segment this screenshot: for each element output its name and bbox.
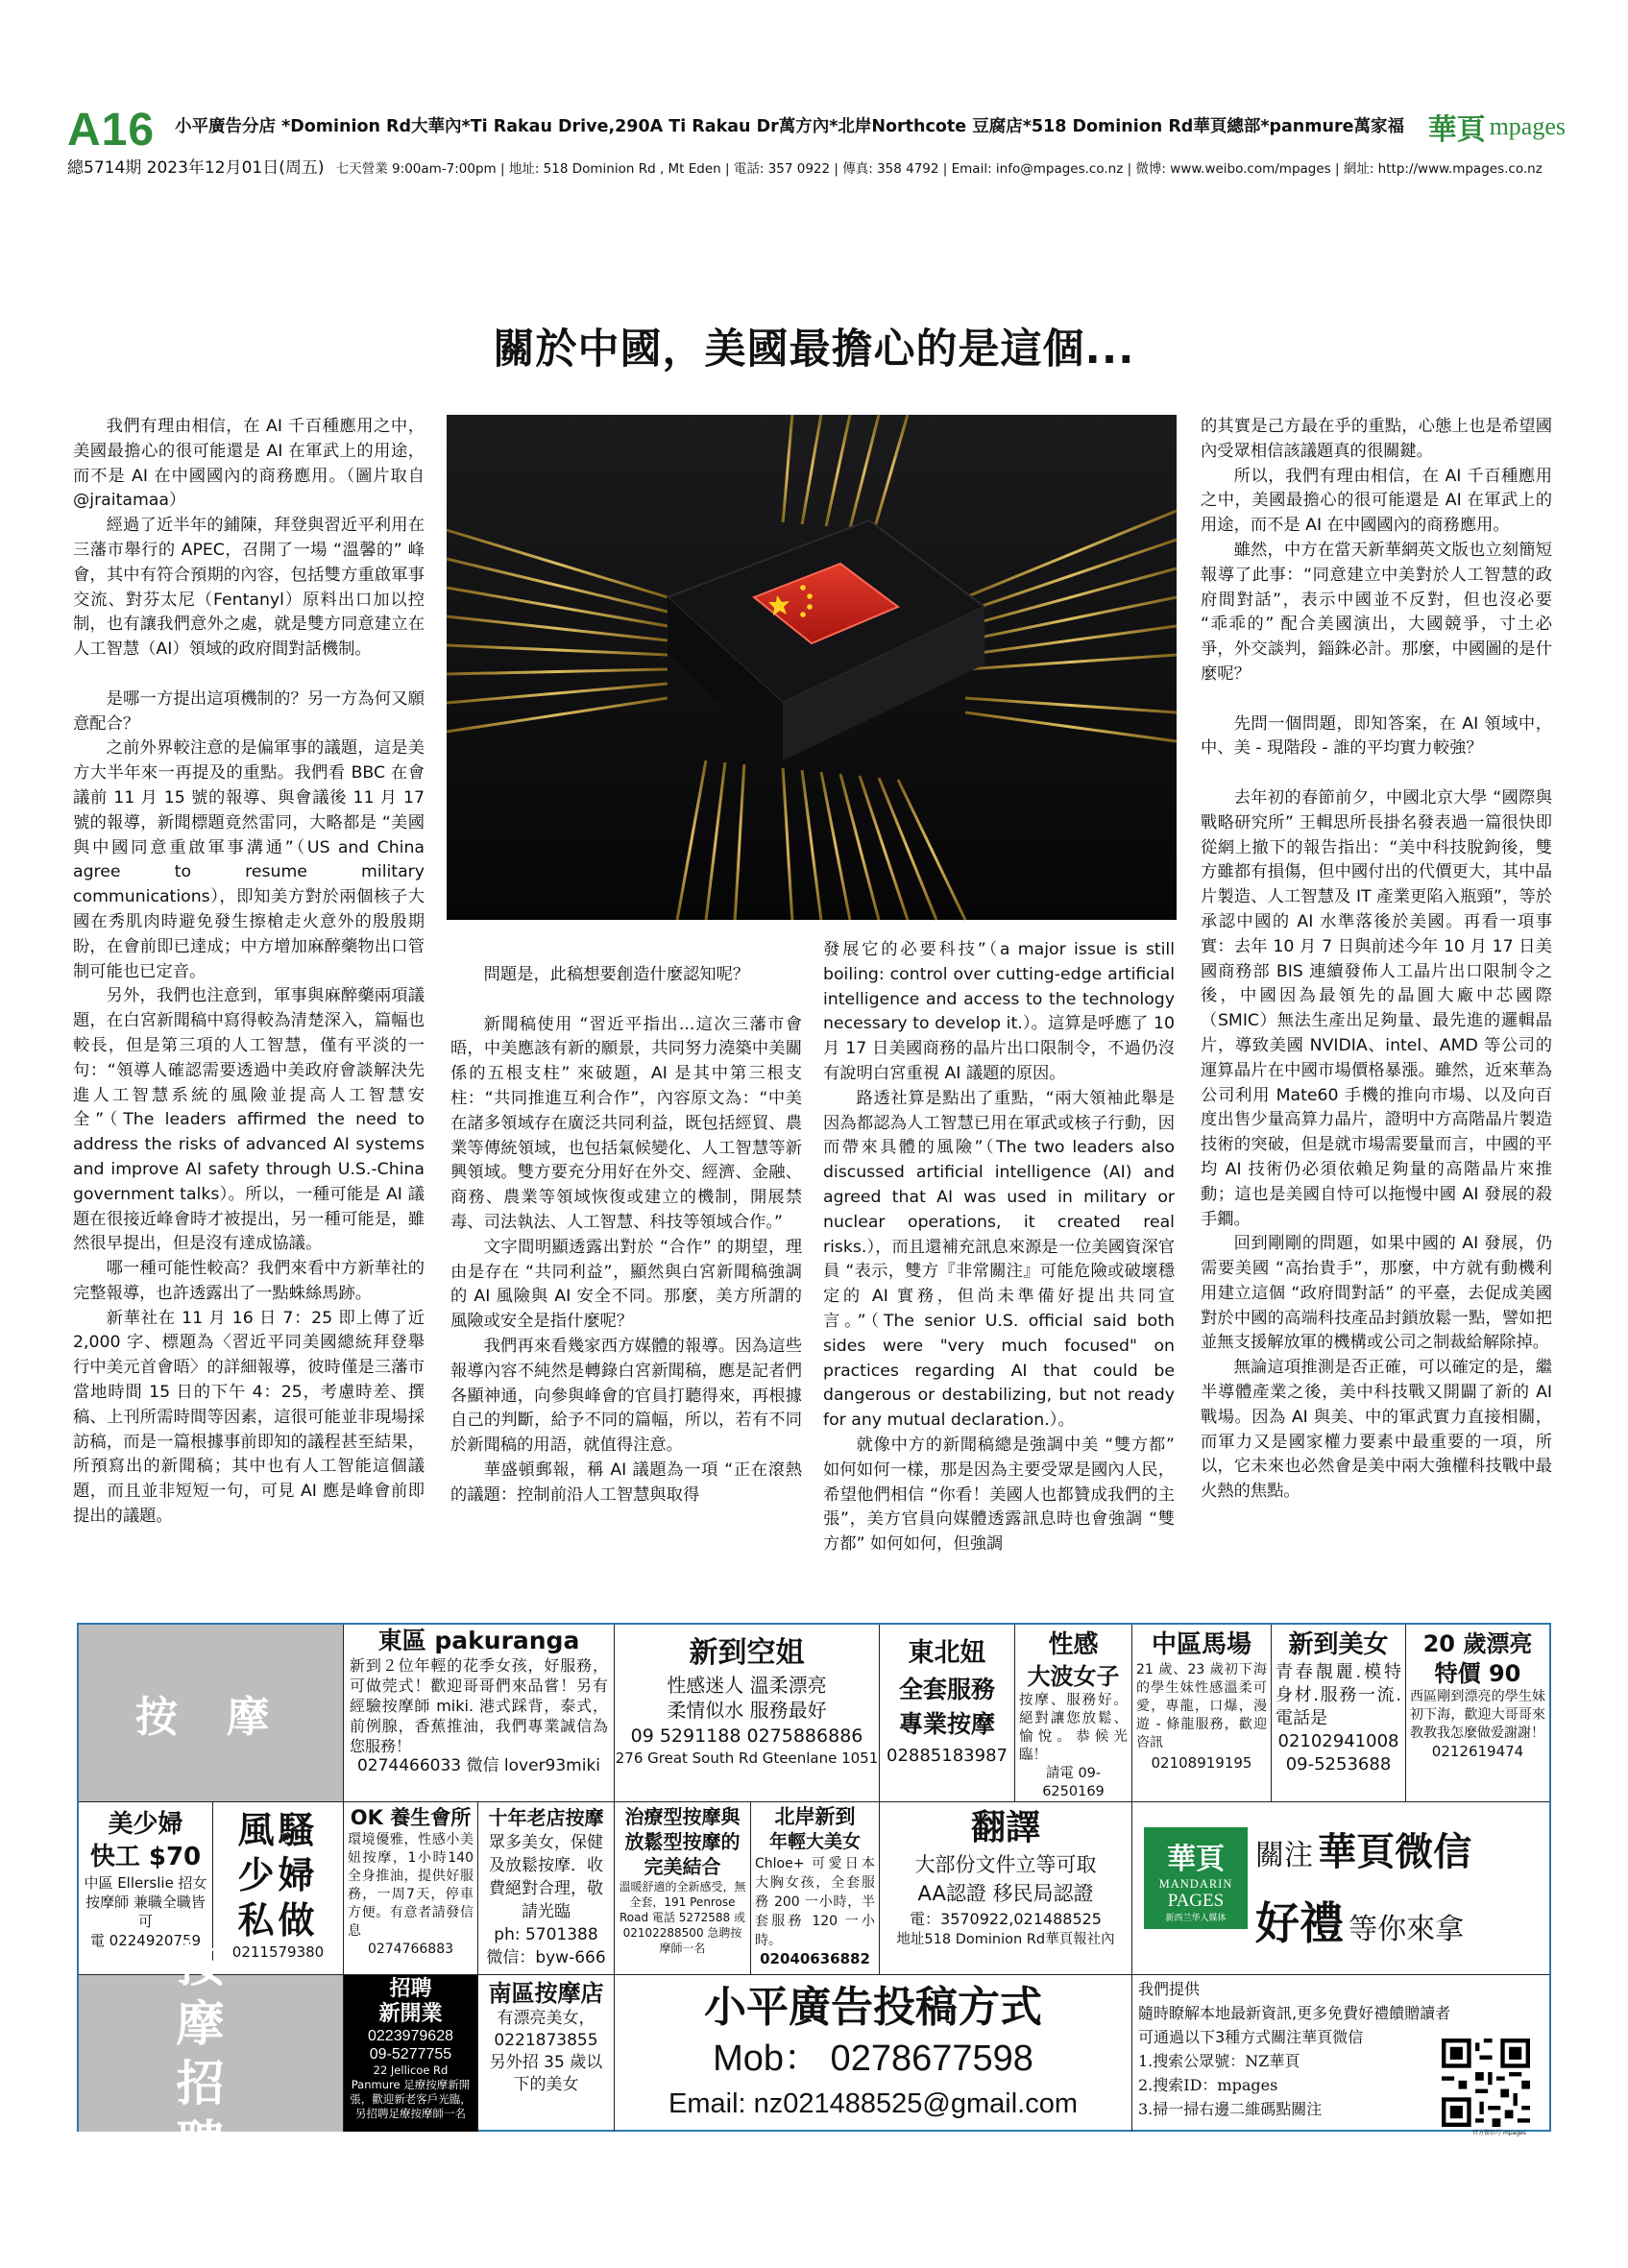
paragraph: 哪一種可能性較高？我們來看中方新華社的完整報導，也許透露出了一點蛛絲馬跡。 bbox=[73, 1259, 425, 1303]
ad-phone: 09-5253688 bbox=[1285, 1754, 1392, 1774]
ad-line: 柔情似水 服務最好 bbox=[667, 1699, 827, 1722]
paragraph: 所以，我們有理由相信，在 AI 千百種應用之中，美國最擔心的很可能還是 AI 在軍武上的用途，而不是 AI 在中國國內的商務應用。 bbox=[1201, 466, 1552, 536]
offer-line: 可通過以下3種方式關注華頁微信 bbox=[1138, 2028, 1364, 2046]
paragraph: 問題是，此稿想要創造什麼認知呢？ bbox=[483, 965, 750, 984]
paragraph: 我們再來看幾家西方媒體的報導。因為這些報導內容不純然是轉錄白宮新聞稿，應是記者們各顯神通，向參與峰會的官員打聽得來，再根據自己的判斷，給予不同的篇幅，所以，若有不同於新聞稿的用語，就值得注意。 bbox=[450, 1336, 802, 1456]
ad-subtitle: 年輕大美女 bbox=[768, 1831, 861, 1852]
ad-body: 22 Jellicoe Rd Panmure 足療按摩新開張，歡迎新老客戶光臨，另招聘足療按摩師一名 bbox=[350, 2063, 472, 2120]
contact-info: 七天營業 9:00am-7:00pm | 地址: 518 Dominion Rd , Mt Eden | 電話: 357 0922 | 傳真: 358 4792 | Email: info@mpages.co.nz | 微博: www.weibo.com/mpages | 網址: http://www.mpages.co.nz bbox=[335, 161, 1543, 177]
ad-title: 十年老店按摩 bbox=[488, 1806, 604, 1829]
ad-line: 性感迷人 溫柔漂亮 bbox=[667, 1674, 827, 1697]
paragraph: 回到剛剛的問題，如果中國的 AI 發展，仍需要美國 “高抬貴手”，那麼，中方就有動機利用建立這個 “政府間對話” 的平臺，去促成美國對於中國的高端科技產品封鎖放鬆一點，譬如把並無支援解放軍的機構或公司之制裁給解除掉。 bbox=[1201, 1234, 1552, 1353]
ad-body: 西區剛到漂亮的學生妹初下海，歡迎大哥哥來教教我怎麼做爱謝謝！ bbox=[1410, 1689, 1545, 1741]
mpages-logo bbox=[1428, 106, 1566, 148]
ad-title: 美少婦 bbox=[108, 1810, 183, 1839]
paragraph: 新聞稿使用 “習近平指出...這次三藩市會晤，中美應該有新的願景，共同努力澆築中美關係的五根支柱” 來破題，AI 是其中第三根支柱：“共同推進互利合作”，內容原文為：“中美在諸多領域存在廣泛共同利益，既包括經貿、農業等傳統領域，也包括氣候變化、人工智慧等新興領域。雙方要充分用好在外交、經濟、金融、商務、農業等領域恢復或建立的機制，開展禁毒、司法執法、人工智慧、科技等領域合作。” bbox=[450, 1014, 802, 1232]
category-title: 按 摩 招 聘 bbox=[176, 1936, 246, 2171]
ad-ten-year-shop bbox=[478, 1802, 615, 1975]
ad-northeast-girl bbox=[880, 1625, 1015, 1802]
ad-body: 中區 Ellerslie 招女按摩師 兼職全職皆可 bbox=[84, 1874, 207, 1930]
ad-body: 新到２位年輕的花季女孩，好服務，可做莞式！歡迎哥哥們來品嘗！另有經驗按摩師 miki. 港式踩背，泰式，前例腺，香蕉推油，我們專業誠信為您服務！ bbox=[350, 1656, 608, 1755]
ad-body: 青春靚麗.模特身材.服務一流.電話是 bbox=[1276, 1662, 1401, 1728]
mandarin-pages-logo bbox=[1144, 1827, 1248, 1929]
ad-south-massage bbox=[478, 1975, 615, 2132]
paragraph: 是哪一方提出這項機制的？另一方為何又願意配合？ bbox=[73, 688, 425, 734]
article-headline: 關於中國，美國最擔心的是這個... bbox=[493, 326, 1135, 374]
ad-title: 招聘 bbox=[389, 1977, 432, 2001]
ad-phone: 0211579380 bbox=[231, 1943, 325, 1961]
ad-phone: 電：3570922,021488525 bbox=[910, 1910, 1102, 1928]
wechat-gift: 好禮 bbox=[1255, 1897, 1344, 1949]
paragraph: 之前外界較注意的是偏軍事的議題，這是美方大半年來一再提及的重點。我們看 BBC 在會議前 11 月 15 號的報導、與會議後 11 月 17 號的報導，新聞標題竟然雷同，大略都是 “美國與中國同意重啟軍事溝通”（US and China agree to resume military communications），即知美方對於兩個核子大國在秀肌肉時避免發生擦槍走火意外的殷殷期盼，在會前即已達成；中方增加麻醉藥物出口管制可能也已定音。 bbox=[73, 738, 425, 981]
logo-tagline: 新西兰华人媒体 bbox=[1165, 1914, 1227, 1923]
ad-phone: 電 0224920759 bbox=[89, 1932, 202, 1949]
ad-pakuranga bbox=[344, 1625, 615, 1802]
logo-mandarin: MANDARIN bbox=[1158, 1877, 1233, 1891]
masthead-info bbox=[67, 154, 1543, 178]
massage-category-label bbox=[79, 1625, 344, 1802]
ad-title: 北岸新到 bbox=[774, 1805, 856, 1828]
offer-line: 1.搜索公眾號：NZ華頁 bbox=[1138, 2052, 1300, 2070]
ad-body: Chloe+ 可愛日本大胸女孩，全套服務 200 一小時，半套服務 120 一小時。 bbox=[755, 1856, 875, 1948]
paragraph: 華盛頓郵報，稱 AI 議題為一項 “正在滾熱的議題：控制前沿人工智慧與取得 bbox=[450, 1460, 802, 1505]
paragraph: 去年初的春節前夕，中國北京大學 “國際與戰略研究所” 王輯思所長掛名發表過一篇很快即從網上撤下的報告指出：“美中科技脫鉤後，雙方雖都有損傷，但中國付出的代價更大，其中晶片製造、人工智慧及 IT 產業更陷入瓶頸”，等於承認中國的 AI 水準落後於美國。再看一項事實：去年 10 月 7 日與前述今年 10 月 17 日美國商務部 BIS 連續發佈人工晶片出口限制令之後，中國因為最領先的晶圓大廠中芯國際（SMIC）無法生產出足夠量、最先進的邏輯晶片，導致美國 NVIDIA、intel、AMD 等公司的運算晶片在中國市場價格暴漲。雖然，近來華為公司利用 Mate60 手機的推向市場、以及向百度出售少量高算力晶片，證明中方高階晶片製造技術的突破，但是就市場需要量而言，中國的平均 AI 技術仍必須依賴足夠量的高階晶片來推動；這也是美國自恃可以拖慢中國 AI 發展的殺手鐧。 bbox=[1201, 787, 1552, 1229]
wechat-come: 等你來拿 bbox=[1349, 1913, 1465, 1946]
logo-pages: PAGES bbox=[1167, 1891, 1225, 1911]
ad-title: 南區按摩店 bbox=[488, 1980, 604, 2007]
ad-address: 276 Great South Rd Gteenlane 1051 bbox=[615, 1749, 879, 1767]
ad-body: 眾多美女，保健及放鬆按摩．收費絕對合理，敬請光臨 bbox=[489, 1833, 603, 1921]
offer-line: 3.掃一掃右邊二維碼點關注 bbox=[1138, 2100, 1323, 2118]
ad-wechat-offer bbox=[1132, 1975, 1549, 2136]
ad-extra: 另外招 35 歲以下的美女 bbox=[489, 2053, 603, 2094]
ad-phone: 0274766883 bbox=[367, 1942, 454, 1957]
ad-body: 溫暖舒適的全新感受，無全套，191 Penrose Road 電話 5272588 或 02102288500 急聘按摩師一名 bbox=[619, 1880, 746, 1955]
ad-phone: ph: 5701388 bbox=[494, 1925, 598, 1944]
logo-mark: 華頁 bbox=[1167, 1843, 1225, 1876]
paragraph: 新華社在 11 月 16 日 7：25 即上傳了近 2,000 字、標題為〈習近平同美國總統拜登舉行中美元首會晤〉的詳細報導，彼時僅是三藩市當地時間 15 日的下午 4：25，考慮時差、撰稿、上刊所需時間等因素，這很可能並非現場採訪稿，而是一篇根據事前即知的議程甚至結果，所預寫出的新聞稿；其中也有人工智能這個議題，而且並非短短一句，可見 AI 應是峰會前即提出的議題。 bbox=[73, 1308, 425, 1527]
wechat-gift-line bbox=[1255, 1889, 1464, 1952]
submit-mobile: Mob： 0278677598 bbox=[713, 2039, 1033, 2079]
logo-mark: 華頁 bbox=[1427, 113, 1486, 147]
paragraph: 經過了近半年的鋪陳，拜登與習近平利用在三藩市舉行的 APEC，召開了一場 “溫馨的” 峰會，其中有符合預期的內容，包括雙方重啟軍事交流、對芬太尼（Fentanyl）原料出口加以控制，也有讓我們意外之處，就是雙方同意建立在人工智慧（AI）領域的政府間對話機制。 bbox=[73, 516, 425, 660]
article-column-1 bbox=[73, 415, 425, 1530]
ad-title: 新到美女 bbox=[1288, 1630, 1389, 1659]
ad-line: 全套服務 bbox=[898, 1676, 995, 1703]
ad-phone: 09 5291188 0275886886 bbox=[630, 1725, 863, 1747]
ad-therapy-massage bbox=[615, 1802, 751, 1975]
ad-northshore-new bbox=[751, 1802, 880, 1975]
wechat-headline bbox=[1255, 1822, 1471, 1876]
page-header bbox=[67, 104, 1566, 181]
ad-phone: 0221873855 bbox=[494, 2031, 598, 2050]
paragraph: 路透社算是點出了重點，“兩大領袖此舉是因為都認為人工智慧已用在軍武或核子行動，因而帶來具體的風險”（The two leaders also discussed artificial intelligence (AI) and agreed that AI was used in military or nuclear operations, it created real risks.），而且還補充訊息來源是一位美國資深官員 “表示，雙方『非常關注』可能危險或破壞穩定的 AI 實務，但尚未準備好提出共同宣言。”（The senior U.S. official said both sides were "very much focused" on practices regarding AI that could be dangerous or destabilizing, but not ready for any mutual declaration.）。 bbox=[823, 1088, 1175, 1431]
paragraph: 我們有理由相信，在 AI 千百種應用之中，美國最擔心的很可能還是 AI 在軍武上的用途，而不是 AI 在中國國內的商務應用。（圖片取自 @jraitamaa） bbox=[73, 417, 425, 511]
ad-subtitle: 特價 90 bbox=[1434, 1660, 1521, 1687]
page-number: A16 bbox=[67, 105, 156, 156]
ad-central-racecourse bbox=[1132, 1625, 1272, 1802]
submit-title: 小平廣告投稿方式 bbox=[704, 1983, 1042, 2032]
offer-line: 隨時瞭解本地最新資訊,更多免費好禮饋贈讀者 bbox=[1138, 2004, 1451, 2022]
ad-subtitle: 新開業 bbox=[378, 2002, 443, 2026]
ai-chip-photo bbox=[447, 415, 1177, 920]
ad-title: 翻譯 bbox=[970, 1808, 1040, 1847]
ad-wechat-follow bbox=[1132, 1802, 1549, 1975]
ad-title: 新到空姐 bbox=[689, 1636, 805, 1670]
ad-title: OK 養生會所 bbox=[350, 1806, 472, 1829]
ad-submission-info bbox=[615, 1975, 1132, 2132]
classified-ads bbox=[77, 1623, 1551, 2171]
submit-email: Email: nz021488525@gmail.com bbox=[668, 2088, 1078, 2119]
paragraph: 先問一個問題，即知答案，在 AI 領域中，中、美 - 現階段 - 誰的平均實力較強？ bbox=[1201, 713, 1552, 759]
paragraph: 無論這項推測是否正確，可以確定的是，繼半導體產業之後，美中科技戰又開闢了新的 AI 戰場。因為 AI 與美、中的軍武實力直接相關，而軍力又是國家權力要素中最重要的一項，所以，它未來也必然會是美中兩大強權科技戰中最火熱的焦點。 bbox=[1201, 1358, 1552, 1502]
ad-twenty-year-old bbox=[1406, 1625, 1549, 1802]
article-column-2 bbox=[450, 963, 802, 1508]
ad-title: 治療型按摩與放鬆型按摩的完美結合 bbox=[624, 1805, 741, 1878]
ad-title: 風騷少婦私做 bbox=[237, 1809, 319, 1942]
ad-line: 專業按摩 bbox=[898, 1710, 995, 1738]
ad-phone: 請電 09-6250169 bbox=[1042, 1766, 1105, 1799]
ad-phone: 0223979628 bbox=[368, 2028, 453, 2044]
offer-title: 我們提供 bbox=[1138, 1980, 1201, 1998]
wechat-qr-code[interactable] bbox=[1442, 2039, 1530, 2127]
ad-translation bbox=[880, 1802, 1132, 1975]
ad-body: 按摩、服務好。絕對讓您放鬆、愉悅。恭候光臨！ bbox=[1019, 1693, 1128, 1763]
ad-phone: 02040636882 bbox=[760, 1950, 870, 1967]
ad-phone: 02108919195 bbox=[1151, 1754, 1252, 1772]
ad-body: 環境優雅，性感小美妞按摩，1小時140全身推油，提供好服務，一周7天，停車方便。有意者請發信息 bbox=[348, 1832, 474, 1939]
ad-subtitle: 快工 $70 bbox=[89, 1843, 202, 1871]
ad-line: AA認證 移民局認證 bbox=[917, 1882, 1094, 1905]
ad-phone: 09-5277755 bbox=[369, 2046, 452, 2063]
paragraph: 發展它的必要科技”（a major issue is still boiling: control over cutting-edge artificial intelligence and access to the technology necessary to develop it.）。這算是呼應了 10 月 17 日美國商務的晶片出口限制令，不過仍沒有說明白宮重視 AI 議題的原因。 bbox=[823, 940, 1175, 1083]
ad-title: 東區 pakuranga bbox=[377, 1627, 580, 1654]
ad-body: 21 歲、23 歲初下海的學生妹性感溫柔可愛，專龍，口爆，漫遊 - 條龍服務，歡迎咨訊 bbox=[1136, 1662, 1267, 1750]
ad-new-beauty bbox=[1272, 1625, 1406, 1802]
article-column-3 bbox=[823, 938, 1175, 1557]
wechat-strong: 華頁微信 bbox=[1318, 1830, 1472, 1874]
wechat-lead: 關注 bbox=[1255, 1839, 1313, 1872]
ad-wechat: 微信：byw-666 bbox=[486, 1948, 606, 1967]
chip-illustration bbox=[447, 415, 1177, 920]
logo-word: mpages bbox=[1489, 112, 1566, 140]
ad-title: 東北妞 bbox=[908, 1638, 986, 1668]
ad-title: 性感 bbox=[1048, 1630, 1099, 1659]
article-column-4 bbox=[1201, 415, 1552, 1505]
ad-subtitle: 大波女子 bbox=[1027, 1663, 1120, 1690]
ad-address: 地址518 Dominion Rd華頁報社內 bbox=[896, 1932, 1115, 1947]
paragraph: 文字間明顯透露出對於 “合作” 的期望，理由是存在 “共同利益”，顯然與白宮新聞稿強調的 AI 風險與 AI 安全不同。那麼，美方所謂的風險或安全是指什麼呢？ bbox=[450, 1237, 802, 1332]
qr-caption: 官方微信号 mpages bbox=[1472, 2130, 1526, 2136]
ad-ok-wellness bbox=[344, 1802, 478, 1975]
ad-line: 大部份文件立等可取 bbox=[914, 1853, 1097, 1876]
issue-date: 總5714期 2023年12月01日(周五) bbox=[67, 158, 325, 178]
category-title: 按 摩 bbox=[134, 1693, 287, 1742]
ad-phone: 0212619474 bbox=[1431, 1743, 1524, 1760]
ad-sexy bbox=[1015, 1625, 1132, 1802]
ad-phone: 02102941008 bbox=[1277, 1731, 1399, 1751]
branch-list: 小平廣告分店 *Dominion Rd大華內*Ti Rakau Drive,290A Ti Rakau Dr萬方內*北岸Northcote 豆腐店*518 Dominion Rd華頁總部*panmure萬家福 bbox=[175, 117, 1404, 136]
ad-phone: 02885183987 bbox=[887, 1746, 1008, 1766]
ad-title: 20 歲漂亮 bbox=[1422, 1630, 1533, 1657]
ad-title: 中區馬場 bbox=[1151, 1630, 1251, 1659]
paragraph: 就像中方的新聞稿總是強調中美 “雙方都” 如何如何一樣，那是因為主要受眾是國內人民，希望他們相信 “你看！美國人也都贊成我們的主張”，美方官員向媒體透露訊息時也會強調 “雙方都” 如何如何，但強調 bbox=[823, 1435, 1175, 1555]
paragraph: 另外，我們也注意到，軍事與麻醉藥兩項議題，在白宮新聞稿中寫得較為清楚深入，篇幅也較長，但是第三項的人工智慧，僅有平淡的一句：“領導人確認需要透過中美政府會談解決先進人工智慧系統的風險並提高人工智慧安全”（The leaders affirmed the need to address the risks of advanced AI systems and improve AI safety through U.S.-China government talks）。所以，一種可能是 AI 議題在很接近峰會時才被提出，另一種可能是，雖然很早提出，但是沒有達成協議。 bbox=[73, 986, 425, 1254]
ad-new-stewardess bbox=[615, 1625, 880, 1802]
offer-line: 2.搜索ID：mpages bbox=[1138, 2076, 1278, 2094]
paragraph: 的其實是己方最在乎的重點，心態上也是希望國內受眾相信該議題真的很關鍵。 bbox=[1201, 417, 1552, 461]
ad-phone: 0274466033 微信 lover93miki bbox=[356, 1756, 601, 1775]
ad-hiring-new-open bbox=[344, 1975, 478, 2132]
ad-body: 有漂亮美女， bbox=[497, 2009, 595, 2028]
paragraph: 雖然，中方在當天新華網英文版也立刻簡短報導了此事：“同意建立中美對於人工智慧的政府間對話”，表示中國並不反對，但也沒必要 “乖乖的” 配合美國演出，大國競爭，寸土必爭，外交談判，錙銖必計。那麼，中國圖的是什麼呢？ bbox=[1201, 540, 1552, 684]
